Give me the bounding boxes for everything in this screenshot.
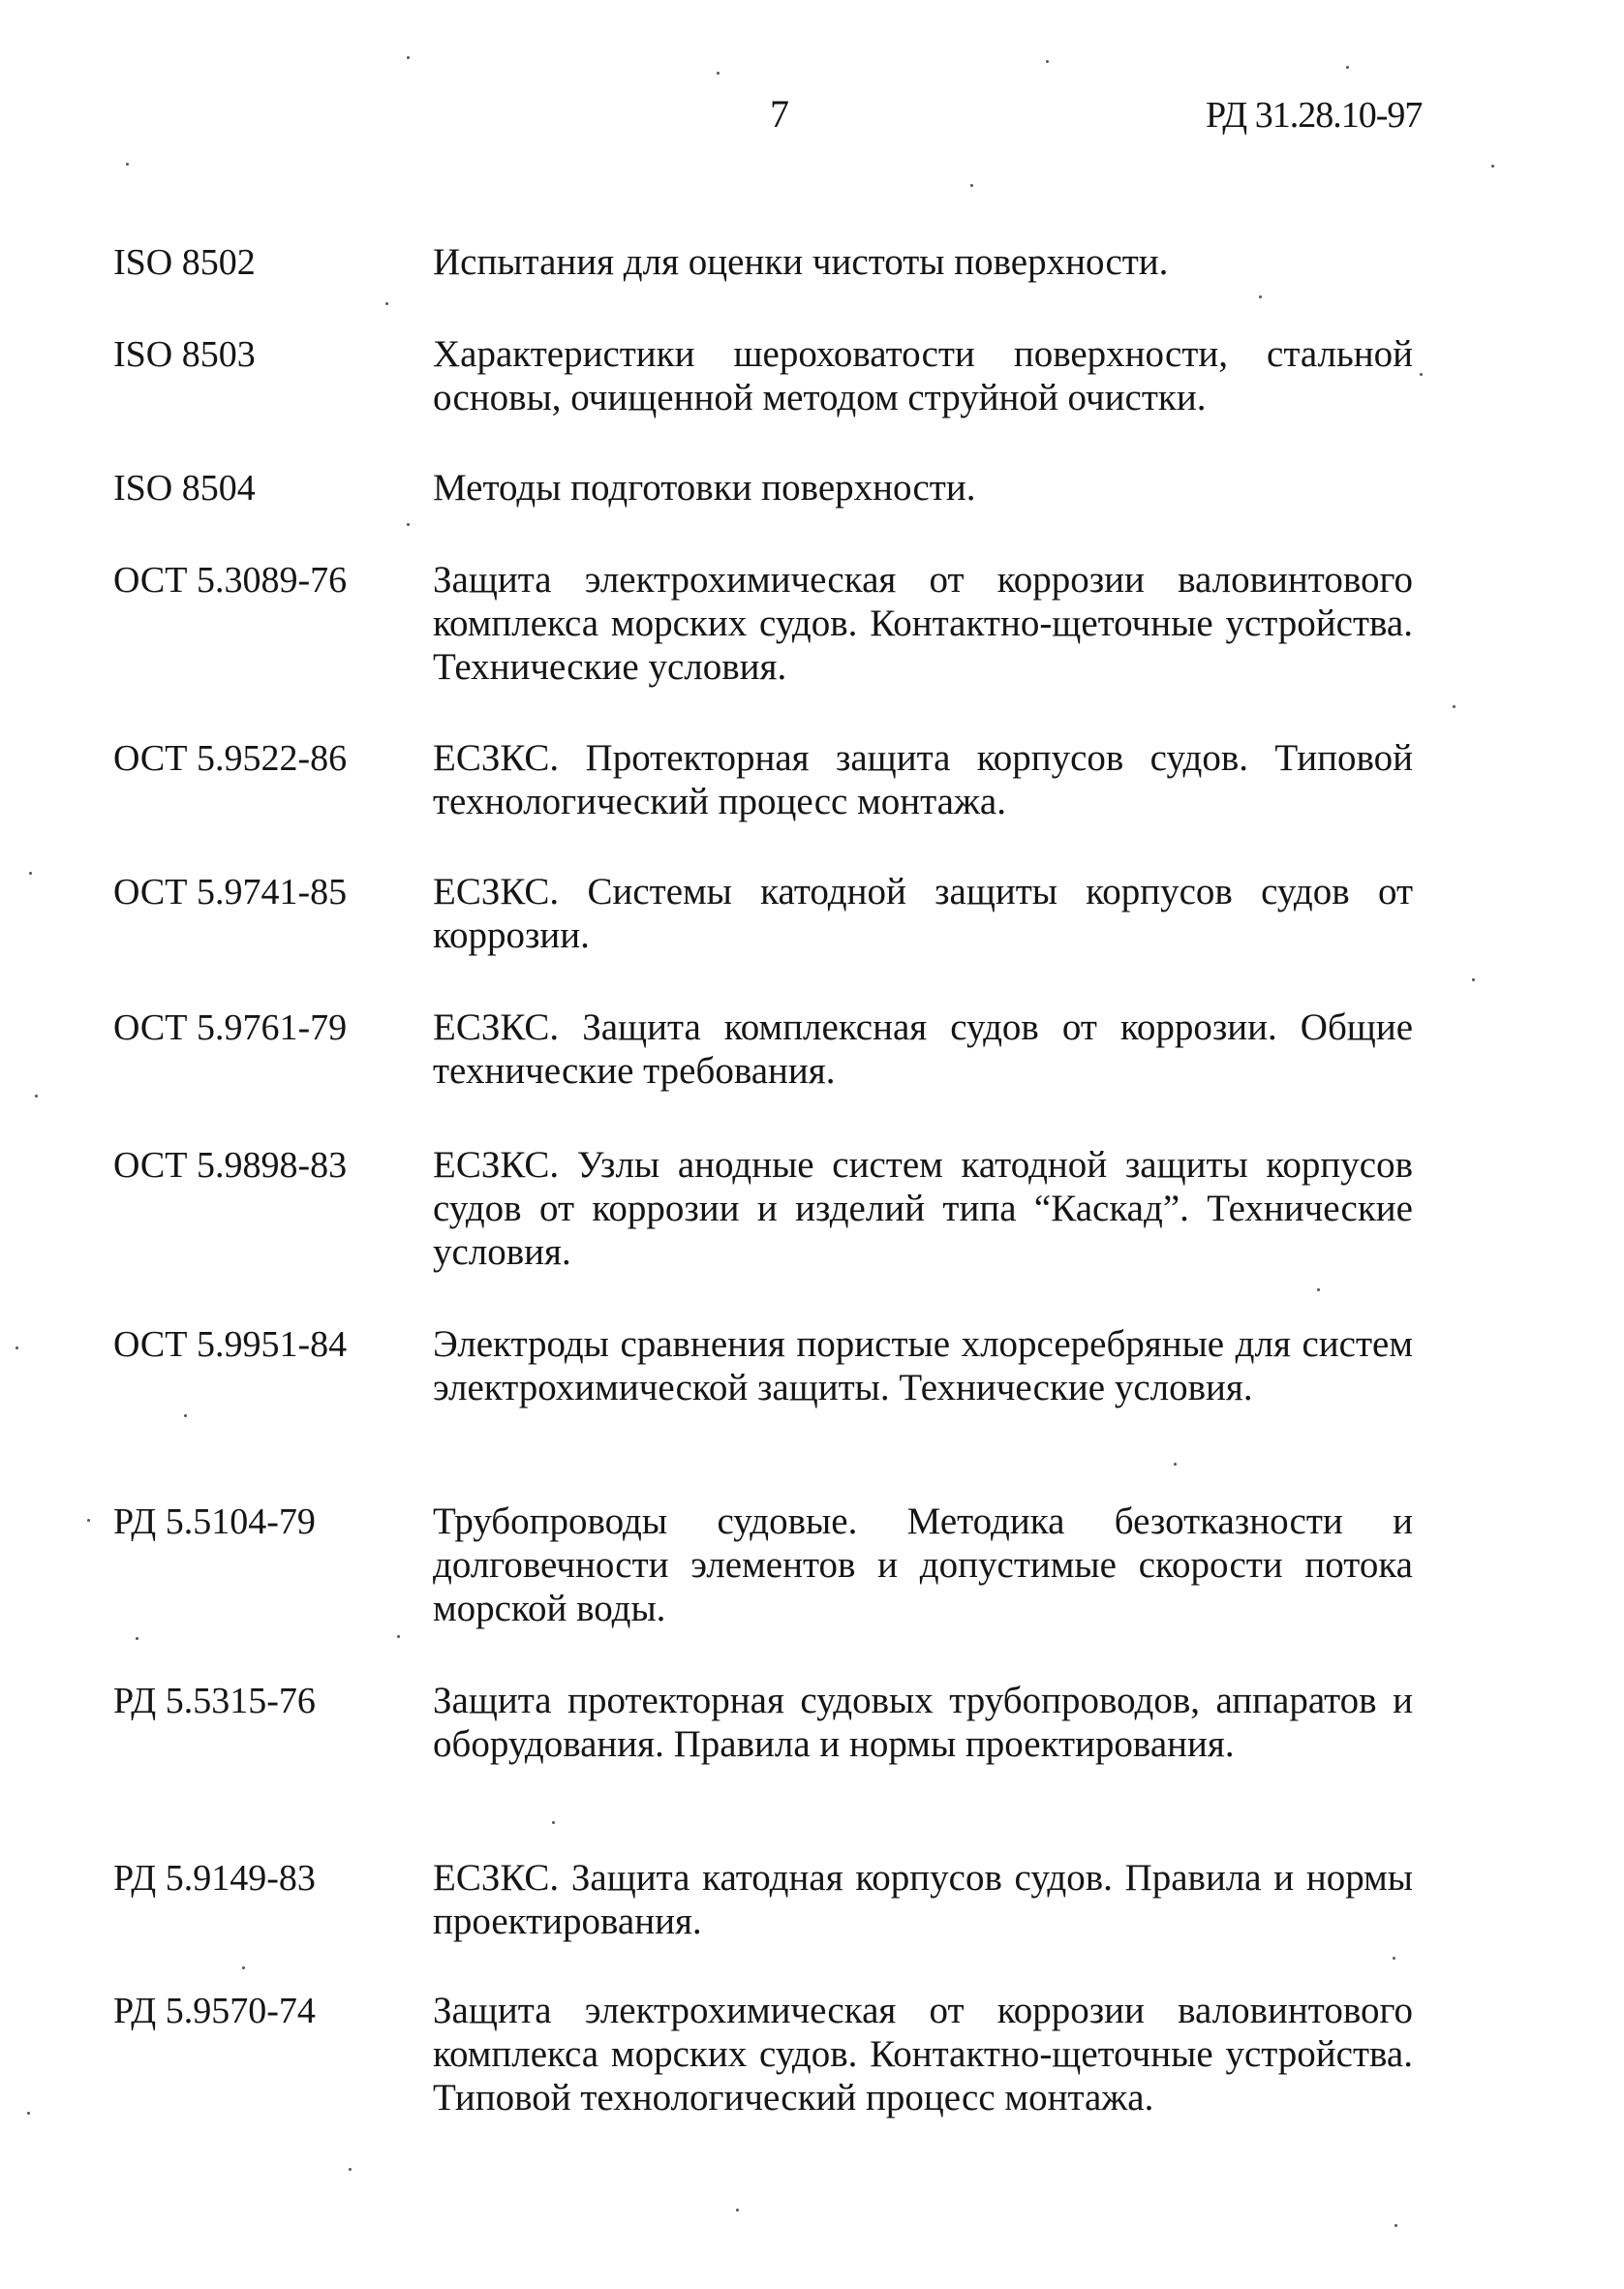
reference-title: ЕСЗКС. Защита катодная корпусов судов. Правила и нормы проектирования.: [433, 1857, 1413, 1942]
speck: [1393, 1957, 1395, 1960]
reference-title: Защита электрохимическая от коррозии валовинтового комплекса морских судов. Контактно-щеточные устройства. Типовой технологический процесс монтажа.: [433, 1990, 1413, 2119]
speck: [27, 2112, 30, 2115]
speck: [385, 302, 388, 305]
speck: [407, 56, 410, 59]
reference-title: Трубопроводы судовые. Методика безотказности и долговечности элементов и допустимые скорости потока морской воды.: [433, 1500, 1413, 1629]
speck: [242, 1966, 245, 1969]
reference-code: ISO 8504: [113, 468, 256, 509]
speck: [397, 1635, 400, 1638]
speck: [717, 72, 720, 75]
speck: [1472, 978, 1475, 981]
reference-title: ЕСЗКС. Системы катодной защиты корпусов судов от коррозии.: [433, 871, 1413, 956]
speck: [29, 872, 32, 875]
reference-title: ЕСЗКС. Узлы анодные систем катодной защиты корпусов судов от коррозии и изделий типа “Каскад”. Технические условия.: [433, 1144, 1413, 1273]
reference-code: РД 5.5104-79: [113, 1501, 316, 1542]
speck: [87, 1519, 90, 1522]
speck: [1394, 2224, 1397, 2227]
reference-code: ОСТ 5.3089-76: [113, 560, 348, 601]
reference-title: ЕСЗКС. Протекторная защита корпусов судов. Типовой технологический процесс монтажа.: [433, 737, 1413, 822]
speck: [1174, 1463, 1177, 1466]
speck: [349, 2168, 352, 2171]
reference-code: ОСТ 5.9761-79: [113, 1007, 348, 1048]
speck: [1420, 373, 1423, 376]
reference-title: Защита электрохимическая от коррозии валовинтового комплекса морских судов. Контактно-щеточные устройства. Технические условия.: [433, 559, 1413, 688]
speck: [184, 1414, 187, 1417]
speck: [1453, 705, 1455, 708]
reference-code: ОСТ 5.9522-86: [113, 738, 348, 779]
reference-code: ОСТ 5.9741-85: [113, 872, 348, 913]
reference-title: Испытания для оценки чистоты поверхности.: [433, 241, 1169, 283]
speck: [552, 1821, 555, 1824]
speck: [970, 184, 973, 187]
speck: [1046, 60, 1049, 63]
reference-code: ОСТ 5.9951-84: [113, 1324, 348, 1365]
reference-code: ОСТ 5.9898-83: [113, 1145, 348, 1186]
speck: [1491, 165, 1494, 168]
document-code: РД 31.28.10-97: [1206, 95, 1423, 136]
reference-title: Защита протекторная судовых трубопроводов, аппаратов и оборудования. Правила и нормы проектирования.: [433, 1680, 1413, 1765]
speck: [736, 2209, 739, 2212]
speck: [1346, 66, 1349, 69]
reference-code: ISO 8503: [113, 334, 256, 375]
speck: [15, 1346, 18, 1349]
reference-title: Методы подготовки поверхности.: [433, 467, 976, 509]
reference-title: Электроды сравнения пористые хлорсеребряные для систем электрохимической защиты. Технические условия.: [433, 1323, 1413, 1408]
speck: [35, 1095, 38, 1098]
speck: [126, 163, 129, 166]
reference-code: РД 5.5315-76: [113, 1681, 316, 1721]
speck: [136, 1637, 138, 1640]
speck: [1317, 1288, 1320, 1291]
reference-title: Характеристики шероховатости поверхности, стальной основы, очищенной методом струйной очистки.: [433, 333, 1413, 418]
reference-title: ЕСЗКС. Защита комплексная судов от коррозии. Общие технические требования.: [433, 1006, 1413, 1092]
reference-code: РД 5.9149-83: [113, 1858, 316, 1899]
page-number: 7: [770, 92, 789, 136]
reference-code: РД 5.9570-74: [113, 1991, 316, 2031]
speck: [1259, 295, 1262, 298]
speck: [407, 523, 410, 526]
reference-code: ISO 8502: [113, 242, 256, 283]
